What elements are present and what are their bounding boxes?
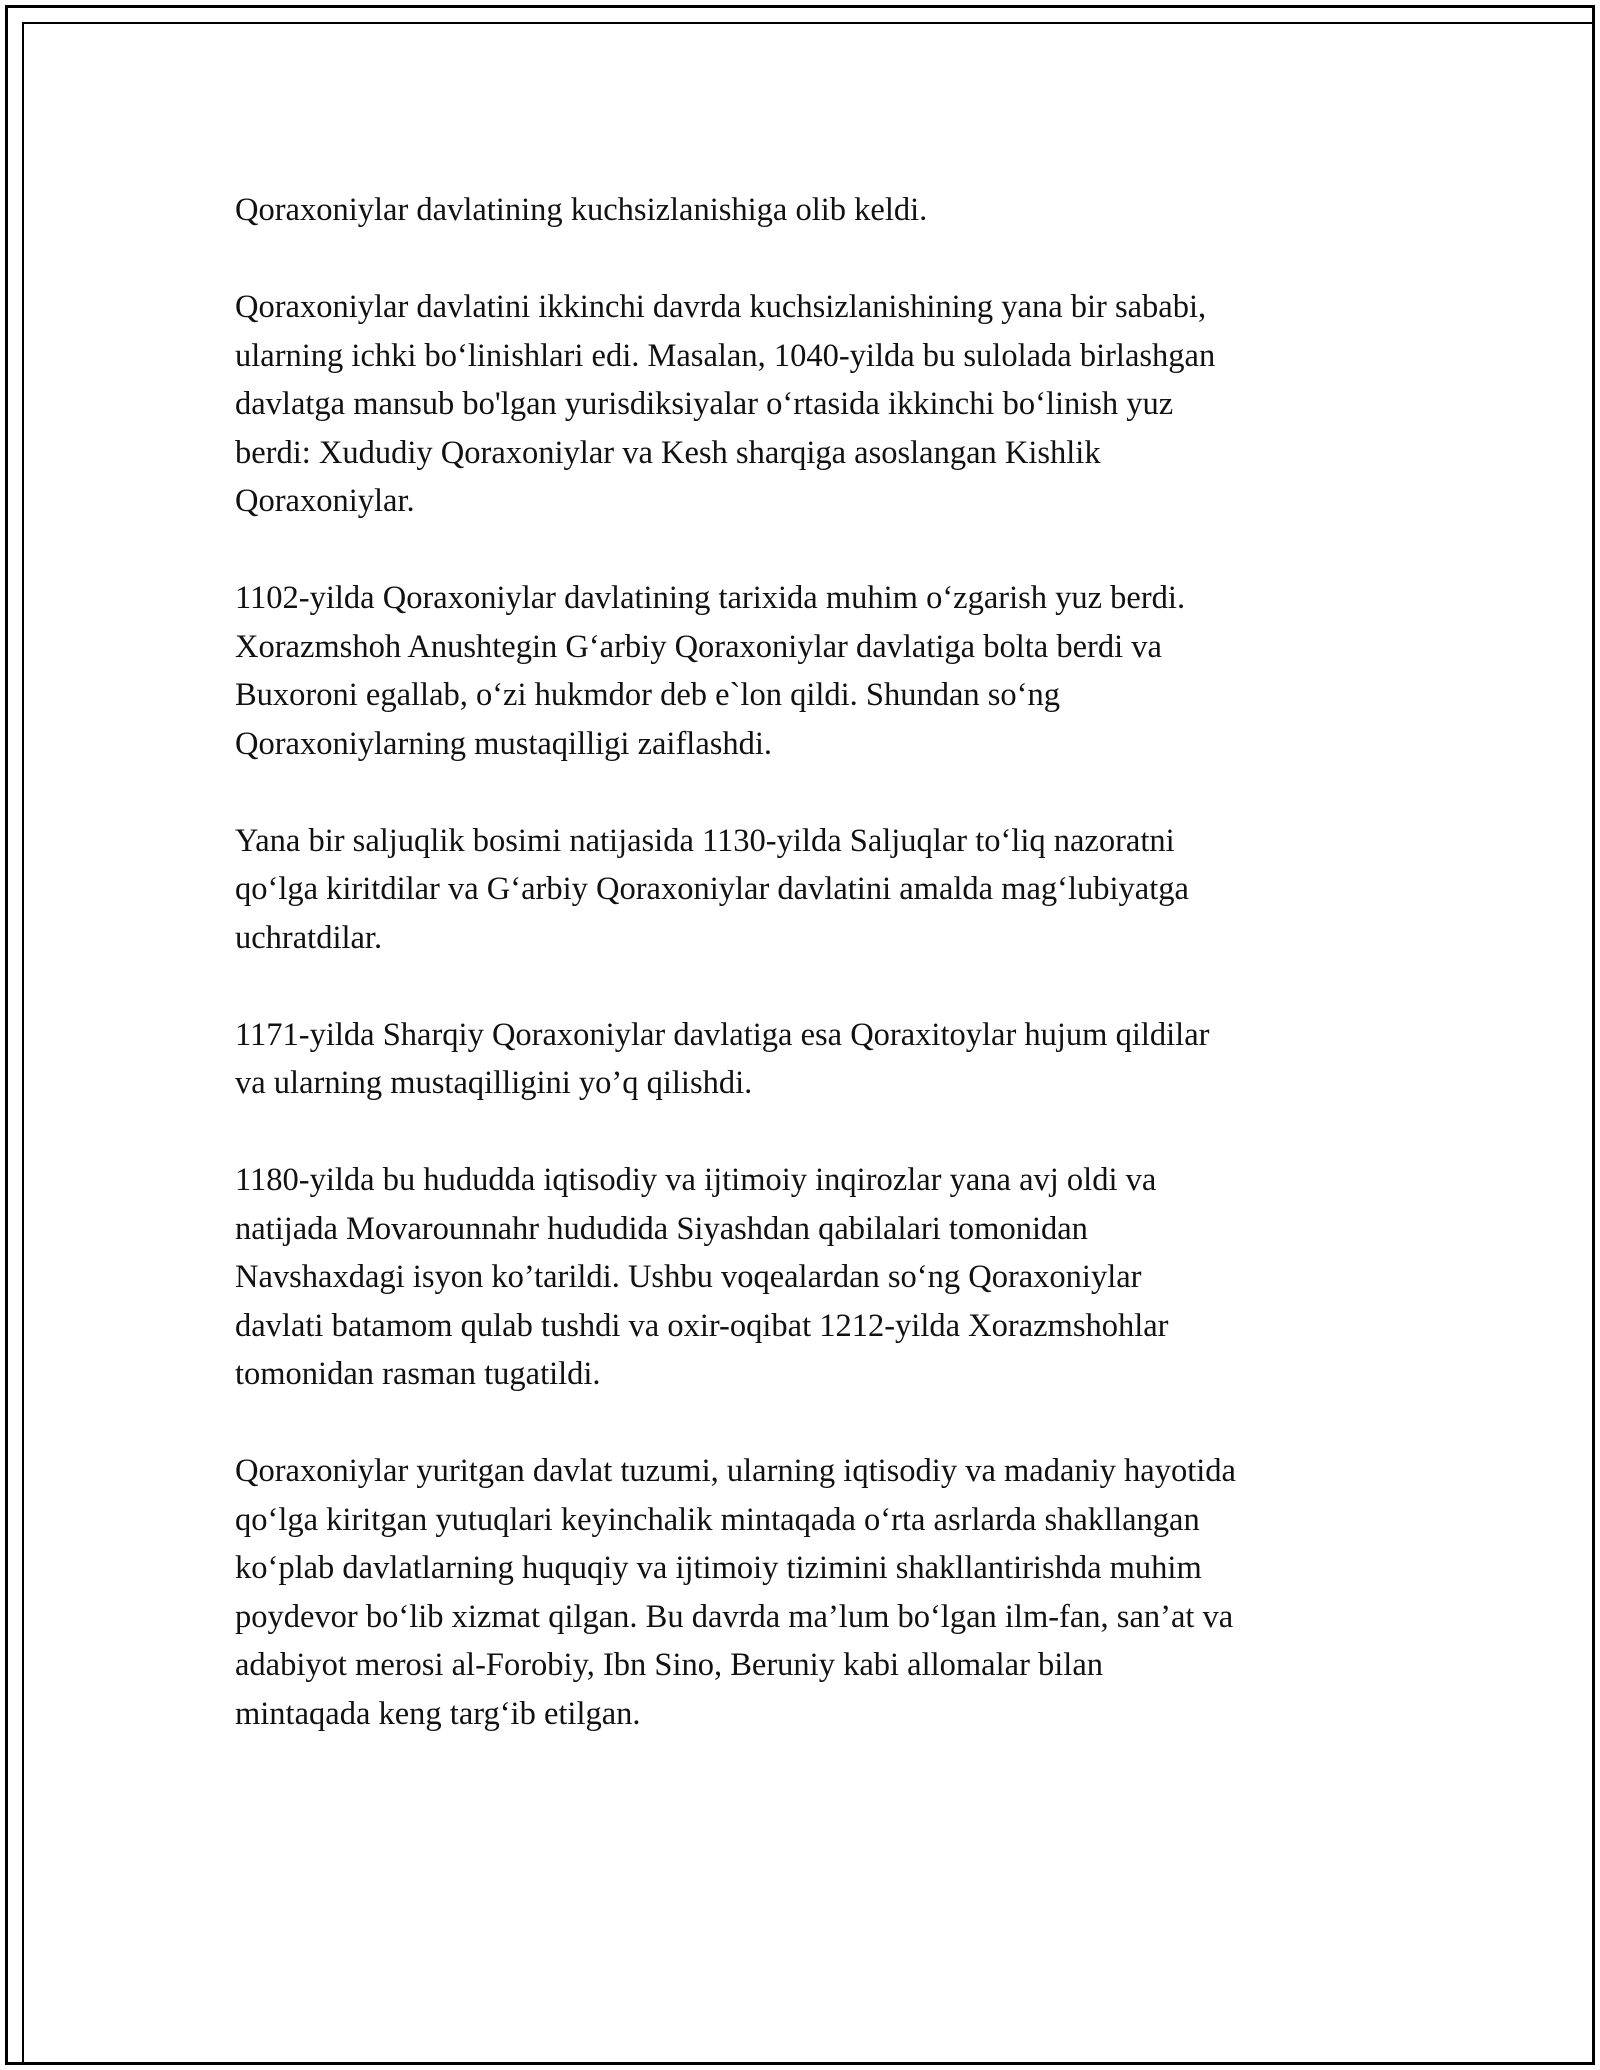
paragraph-4: Yana bir saljuqlik bosimi natijasida 1130-yilda Saljuqlar to‘liq nazoratni qo‘lga kiritdilar va G‘arbiy Qoraxoniylar davlatini amalda mag‘lubiyatga uchratdilar.: [235, 822, 1189, 956]
paragraph-3: 1102-yilda Qoraxoniylar davlatining tarixida muhim o‘zgarish yuz berdi. Xorazmshoh Anushtegin G‘arbiy Qoraxoniylar davlatiga bolta berdi va Buxoroni egallab, o‘zi hukmdor deb e`lon qildi. Shundan so‘ng Qoraxoniylarning mustaqilligi zaiflashdi.: [235, 580, 1186, 762]
paragraph-1: Qoraxoniylar davlatining kuchsizlanishiga olib keldi.: [235, 192, 928, 228]
paragraph-5: 1171-yilda Sharqiy Qoraxoniylar davlatiga esa Qoraxitoylar hujum qildilar va ularning mustaqilligini yo’q qilishdi.: [235, 1016, 1210, 1101]
paragraph-7: Qoraxoniylar yuritgan davlat tuzumi, ularning iqtisodiy va madaniy hayotida qo‘lga kiritgan yutuqlari keyinchalik mintaqada o‘rta asrlarda shakllangan ko‘plab davlatlarning huquqiy va ijtimoiy tizimini shakllantirishda muhim poydevor bo‘lib xizmat qilgan. Bu davrda ma’lum bo‘lgan ilm-fan, san’at va adabiyot merosi al-Forobiy, Ibn Sino, Beruniy kabi allomalar bilan mintaqada keng targ‘ib etilgan.: [235, 1453, 1236, 1732]
paragraph-6: 1180-yilda bu hududda iqtisodiy va ijtimoiy inqirozlar yana avj oldi va natijada Movarounnahr hududida Siyashdan qabilalari tomonidan Navshaxdagi isyon ko’tarildi. Ushbu voqealardan so‘ng Qoraxoniylar davlati batamom qulab tushdi va oxir-oqibat 1212-yilda Xorazmshohlar tomonidan rasman tugatildi.: [235, 1162, 1169, 1392]
document-body: [235, 186, 1385, 1787]
paragraph-2: Qoraxoniylar davlatini ikkinchi davrda kuchsizlanishining yana bir sababi, ularning ichki bo‘linishlari edi. Masalan, 1040-yilda bu sulolada birlashgan davlatga mansub bo'lgan yurisdiksiyalar o‘rtasida ikkinchi bo‘linish yuz berdi: Xududiy Qoraxoniylar va Kesh sharqiga asoslangan Kishlik Qoraxoniylar.: [235, 289, 1216, 519]
